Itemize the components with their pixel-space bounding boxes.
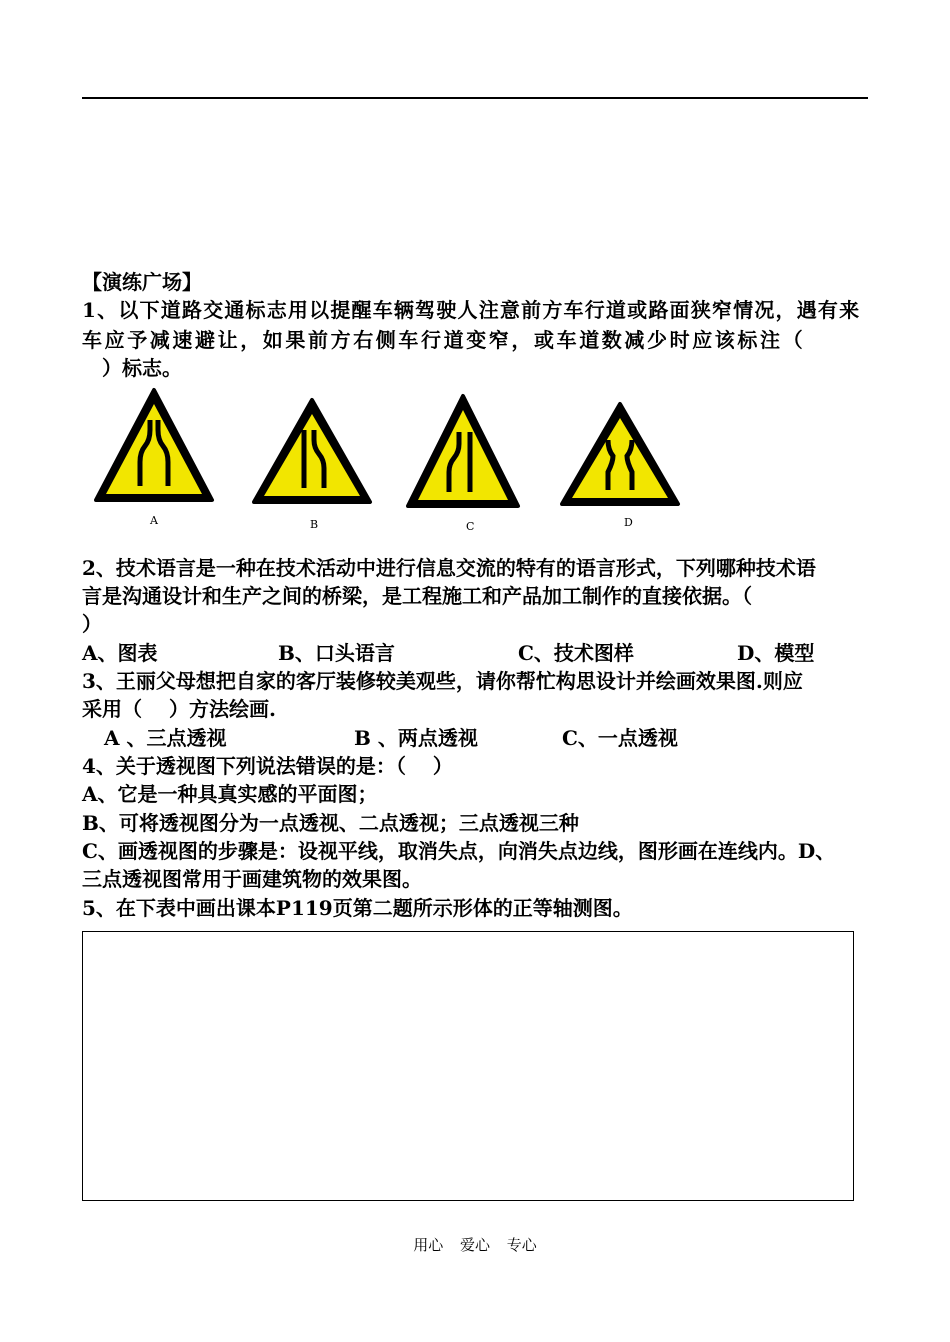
q4-option-d: 三点透视图常用于画建筑物的效果图。: [82, 867, 422, 891]
q3-option-c: C、一点透视: [562, 726, 678, 750]
footer-word-3: 专心: [506, 1236, 537, 1254]
sign-d-narrow-bridge-icon: [558, 400, 682, 508]
q4-option-b: B、可将透视图分为一点透视、二点透视；三点透视三种: [82, 811, 579, 835]
q4-line-1: 4、关于透视图下列说法错误的是：（ ）: [82, 754, 453, 778]
q5-line-1: 5、在下表中画出课本P119页第二题所示形体的正等轴测图。: [82, 896, 633, 920]
q2-option-b: B、口头语言: [278, 641, 395, 665]
sign-b-road-narrows-right-icon: [250, 396, 374, 508]
sign-b-label: B: [310, 518, 319, 531]
section-title: 【演练广场】: [82, 270, 202, 294]
q4-option-a: A、它是一种具真实感的平面图；: [82, 782, 378, 806]
q3-line-1: 3、王丽父母想把自家的客厅装修较美观些，请你帮忙构思设计并绘画效果图.则应: [82, 669, 803, 693]
q2-line-2: 言是沟通设计和生产之间的桥梁，是工程施工和产品加工制作的直接依据。（: [82, 584, 752, 608]
q3-option-a: A 、三点透视: [104, 726, 227, 750]
q3-line-2: 采用（ ）方法绘画.: [82, 697, 276, 721]
footer-word-2: 爱心: [459, 1236, 490, 1254]
page-footer: [0, 1234, 950, 1255]
sign-a-label: A: [150, 514, 158, 527]
q2-line-1: 2、技术语言是一种在技术活动中进行信息交流的特有的语言形式，下列哪种技术语: [82, 556, 816, 580]
footer-word-1: 用心: [413, 1236, 444, 1254]
q1-line-3: ）标志。: [102, 356, 182, 380]
q2-option-c: C、技术图样: [518, 641, 634, 665]
sign-d-label: D: [624, 516, 633, 529]
header-rule: [82, 97, 868, 99]
q3-option-b: B 、两点透视: [354, 726, 478, 750]
sign-c-road-narrows-left-icon: [404, 392, 522, 512]
sign-c-label: C: [466, 520, 475, 533]
q2-option-a: A、图表: [82, 641, 158, 665]
q1-line-1: 1、以下道路交通标志用以提醒车辆驾驶人注意前方车行道或路面狭窄情况，遇有来: [82, 298, 861, 322]
answer-drawing-box[interactable]: [82, 931, 854, 1201]
q2-option-d: D、模型: [737, 641, 815, 665]
q1-line-2: 车应予减速避让，如果前方右侧车行道变窄，或车道数减少时应该标注（: [82, 328, 806, 352]
sign-a-road-narrows-both-icon: [92, 386, 216, 506]
q4-option-c: C、画透视图的步骤是：设视平线，取消失点，向消失点边线，图形画在连线内。D、: [82, 839, 836, 863]
q2-line-3: ）: [82, 612, 102, 636]
